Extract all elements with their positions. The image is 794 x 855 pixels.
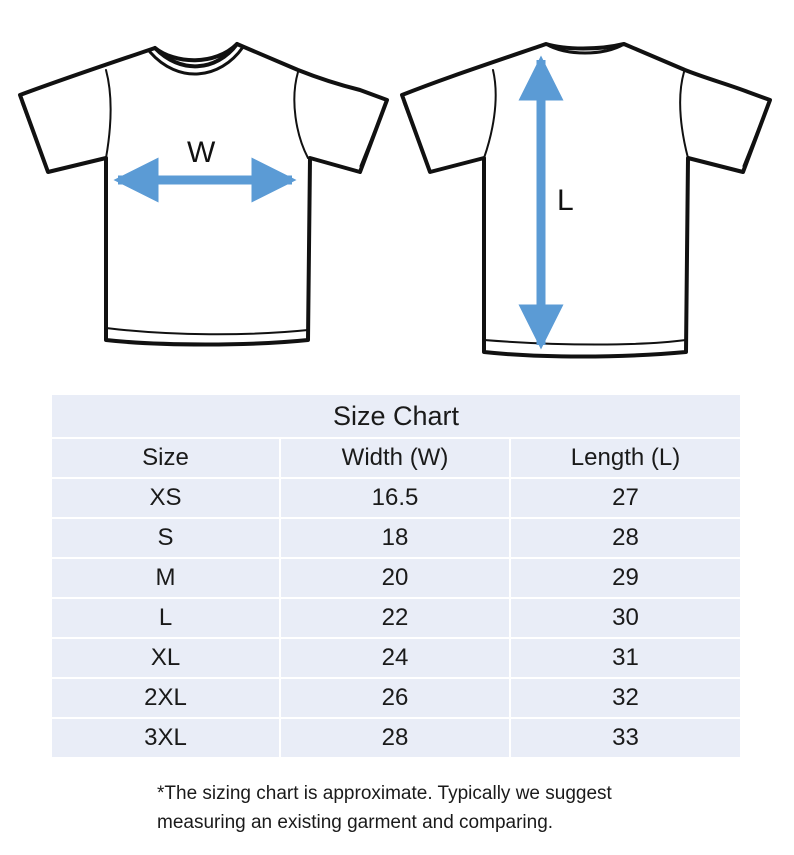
table-row [51,718,741,758]
length-cell: 28 [510,518,741,558]
table-row [51,518,741,558]
width-cell: 24 [280,638,510,678]
table-row [51,638,741,678]
size-chart-table [50,393,742,759]
table-row [51,598,741,638]
footnote-line-2: measuring an existing garment and comparing. [157,812,554,833]
table-row [51,558,741,598]
shirt-illustrations [0,0,794,370]
width-label: W [187,136,216,169]
table-row [51,678,741,718]
table-row [51,478,741,518]
tshirt-front-icon [20,44,387,345]
length-cell: 27 [510,478,741,518]
size-cell: L [51,598,280,638]
table-title-row [51,394,741,438]
header-width: Width (W) [280,438,510,478]
size-cell: 2XL [51,678,280,718]
footnote-line-1: *The sizing chart is approximate. Typically we suggest [157,783,612,804]
table-header-row [51,438,741,478]
size-cell: XL [51,638,280,678]
size-cell: 3XL [51,718,280,758]
width-cell: 20 [280,558,510,598]
header-length: Length (L) [510,438,741,478]
length-label: L [557,184,574,217]
length-cell: 30 [510,598,741,638]
sizing-footnote [157,779,757,837]
size-cell: S [51,518,280,558]
width-cell: 18 [280,518,510,558]
tshirt-back-icon [402,44,770,357]
width-cell: 28 [280,718,510,758]
width-cell: 16.5 [280,478,510,518]
length-cell: 33 [510,718,741,758]
table-title: Size Chart [51,394,741,438]
size-cell: M [51,558,280,598]
width-cell: 26 [280,678,510,718]
length-cell: 32 [510,678,741,718]
size-cell: XS [51,478,280,518]
width-cell: 22 [280,598,510,638]
header-size: Size [51,438,280,478]
length-cell: 29 [510,558,741,598]
shirt-diagram [0,0,794,370]
length-cell: 31 [510,638,741,678]
